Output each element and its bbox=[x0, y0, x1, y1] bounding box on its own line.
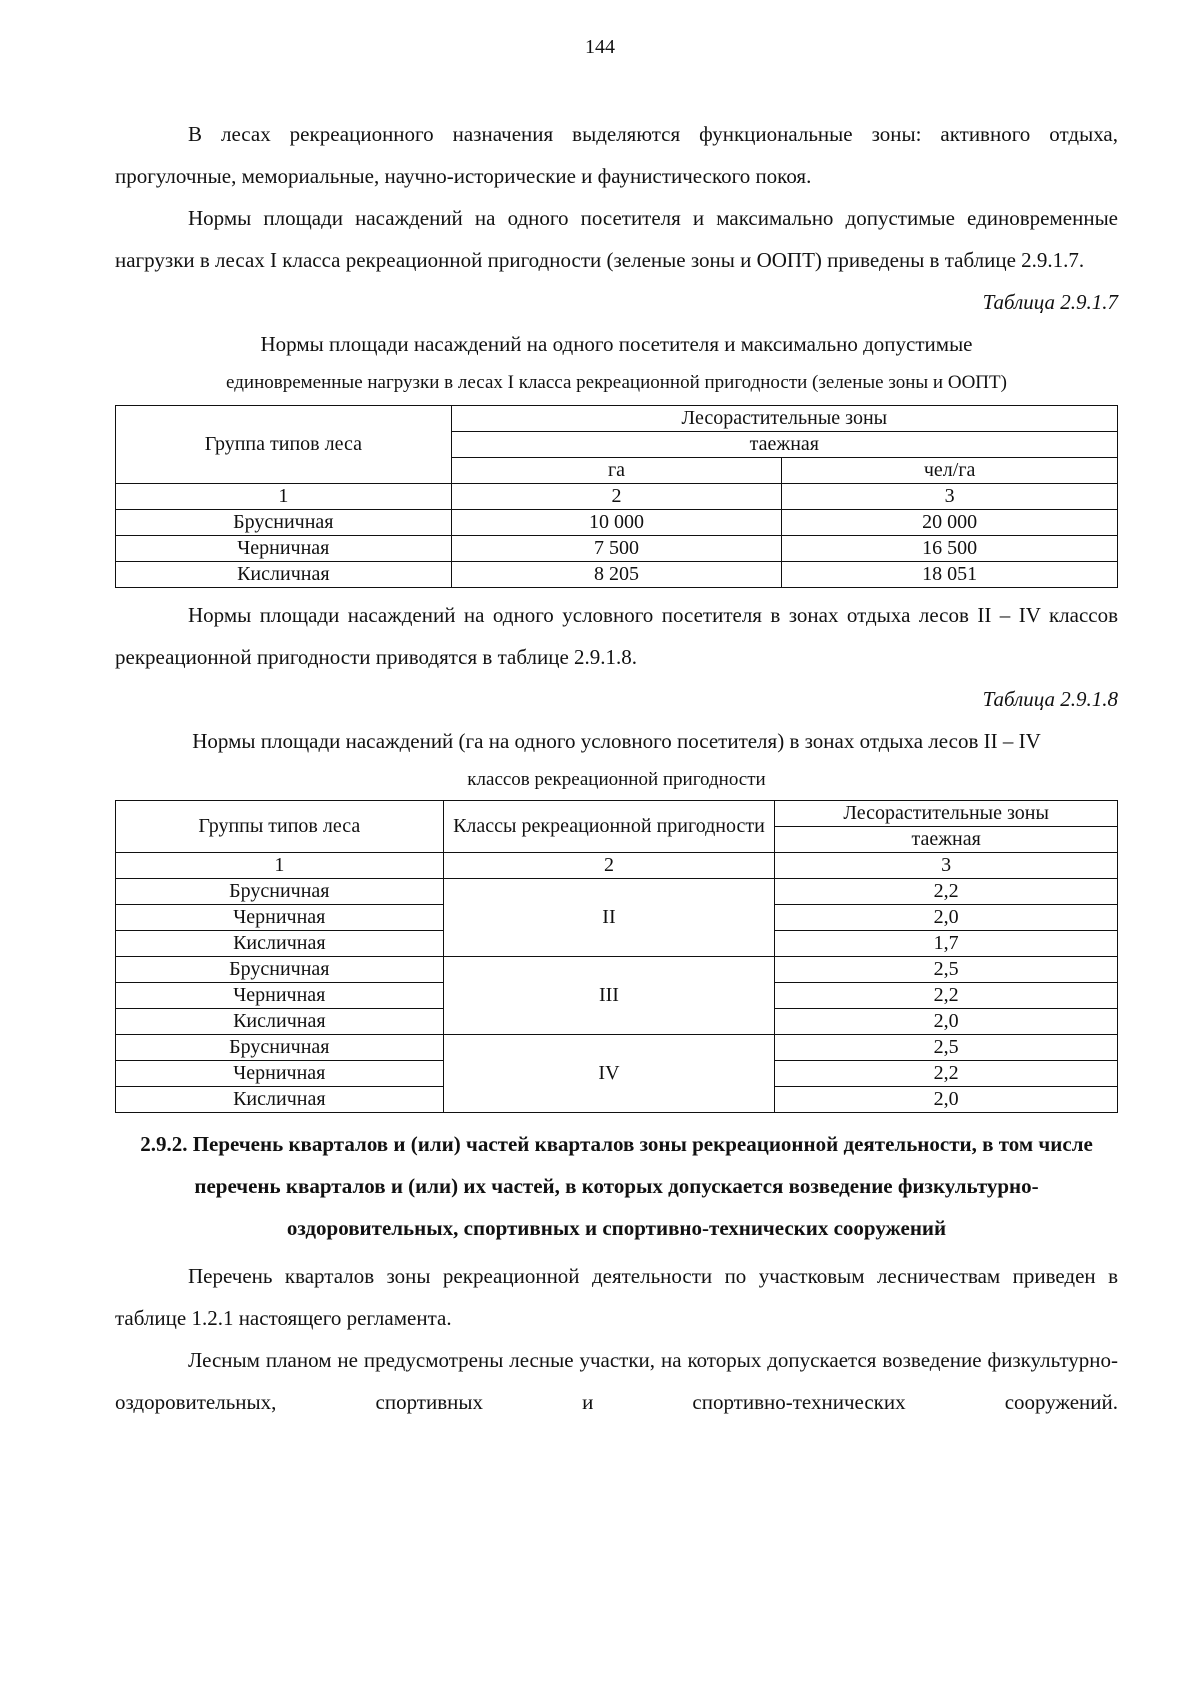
table-2-9-1-7 bbox=[115, 405, 1118, 588]
table2-title-line2: классов рекреационной пригодности bbox=[467, 769, 766, 790]
table2-caption: Таблица 2.9.1.8 bbox=[982, 687, 1118, 711]
table2-title-line1: Нормы площади насаждений (га на одного условного посетителя) в зонах отдыха лесов II – IV bbox=[192, 729, 1041, 753]
table1-ha-cell: 7 500 bbox=[451, 536, 782, 562]
table1-header-group: Группа типов леса bbox=[116, 406, 452, 484]
table2-num-cell: 2 bbox=[443, 853, 775, 879]
table1-title-line1: Нормы площади насаждений на одного посетителя и максимально допустимые bbox=[260, 332, 973, 356]
table2-num-cell: 3 bbox=[775, 853, 1118, 879]
table-row bbox=[116, 510, 1118, 536]
table2-group-cell: Черничная bbox=[116, 1061, 444, 1087]
table-row bbox=[116, 536, 1118, 562]
table1-num-cell: 1 bbox=[116, 484, 452, 510]
table2-group-cell: Брусничная bbox=[116, 1035, 444, 1061]
table-2-9-1-8 bbox=[115, 800, 1118, 1113]
table2-group-cell: Кисличная bbox=[116, 1087, 444, 1113]
document-body bbox=[115, 113, 1118, 1423]
table2-header-taiga: таежная bbox=[775, 827, 1118, 853]
table2-header-zones: Лесорастительные зоны bbox=[775, 801, 1118, 827]
table2-value-cell: 2,0 bbox=[775, 905, 1118, 931]
section-heading-2-9-2: 2.9.2. Перечень кварталов и (или) частей кварталов зоны рекреационной деятельности, в том числе перечень кварталов и (или) их частей, в которых допускается возведение физкультурно-оздоровительных, спортивных и спортивно-технических сооружений bbox=[140, 1132, 1093, 1240]
table2-num-cell: 1 bbox=[116, 853, 444, 879]
paragraph-quarters-list: Перечень кварталов зоны рекреационной деятельности по участковым лесничествам приведен в таблице 1.2.1 настоящего регламента. bbox=[115, 1264, 1118, 1330]
table1-number-row bbox=[116, 484, 1118, 510]
table1-group-cell: Кисличная bbox=[116, 562, 452, 588]
table2-value-cell: 2,5 bbox=[775, 1035, 1118, 1061]
table2-class-cell: IV bbox=[443, 1035, 775, 1113]
table1-people-cell: 16 500 bbox=[782, 536, 1118, 562]
table2-value-cell: 2,0 bbox=[775, 1087, 1118, 1113]
table1-title-line2: единовременные нагрузки в лесах I класса рекреационной пригодности (зеленые зоны и ООПТ) bbox=[226, 372, 1007, 393]
table1-header-people: чел/га bbox=[782, 458, 1118, 484]
table2-group-cell: Брусничная bbox=[116, 957, 444, 983]
table1-group-cell: Черничная bbox=[116, 536, 452, 562]
page-number: 144 bbox=[585, 36, 615, 58]
table2-value-cell: 2,2 bbox=[775, 983, 1118, 1009]
paragraph-conditional-visitor: Нормы площади насаждений на одного условного посетителя в зонах отдыха лесов II – IV классов рекреационной пригодности приводятся в таблице 2.9.1.8. bbox=[115, 603, 1118, 669]
table1-header-taiga: таежная bbox=[451, 432, 1117, 458]
table-row bbox=[116, 879, 1118, 905]
table1-people-cell: 20 000 bbox=[782, 510, 1118, 536]
table2-header-classes: Классы рекреационной пригодности bbox=[443, 801, 775, 853]
table1-caption: Таблица 2.9.1.7 bbox=[982, 290, 1118, 314]
table2-value-cell: 2,2 bbox=[775, 1061, 1118, 1087]
paragraph-norms-intro: Нормы площади насаждений на одного посетителя и максимально допустимые единовременные нагрузки в лесах I класса рекреационной пригодности (зеленые зоны и ООПТ) приведены в таблице 2.9.1.7. bbox=[115, 206, 1118, 272]
table1-ha-cell: 8 205 bbox=[451, 562, 782, 588]
table2-group-cell: Кисличная bbox=[116, 931, 444, 957]
table2-value-cell: 2,0 bbox=[775, 1009, 1118, 1035]
table1-num-cell: 2 bbox=[451, 484, 782, 510]
table1-num-cell: 3 bbox=[782, 484, 1118, 510]
table2-number-row bbox=[116, 853, 1118, 879]
table1-ha-cell: 10 000 bbox=[451, 510, 782, 536]
table2-group-cell: Черничная bbox=[116, 905, 444, 931]
paragraph-forest-plan: Лесным планом не предусмотрены лесные участки, на которых допускается возведение физкультурно-оздоровительных, спортивных и спортивно-технических сооружений. bbox=[115, 1348, 1118, 1414]
table2-header-groups: Группы типов леса bbox=[116, 801, 444, 853]
table2-value-cell: 2,2 bbox=[775, 879, 1118, 905]
table-row bbox=[116, 957, 1118, 983]
table1-header-zones: Лесорастительные зоны bbox=[451, 406, 1117, 432]
table2-class-cell: II bbox=[443, 879, 775, 957]
table-row bbox=[116, 1035, 1118, 1061]
table2-value-cell: 2,5 bbox=[775, 957, 1118, 983]
table1-people-cell: 18 051 bbox=[782, 562, 1118, 588]
paragraph-functional-zones: В лесах рекреационного назначения выделяются функциональные зоны: активного отдыха, прогулочные, мемориальные, научно-исторические и фаунистического покоя. bbox=[115, 122, 1118, 188]
table1-group-cell: Брусничная bbox=[116, 510, 452, 536]
table2-group-cell: Кисличная bbox=[116, 1009, 444, 1035]
table2-group-cell: Брусничная bbox=[116, 879, 444, 905]
table2-class-cell: III bbox=[443, 957, 775, 1035]
table2-group-cell: Черничная bbox=[116, 983, 444, 1009]
table-row bbox=[116, 562, 1118, 588]
table2-value-cell: 1,7 bbox=[775, 931, 1118, 957]
table1-header-ha: га bbox=[451, 458, 782, 484]
